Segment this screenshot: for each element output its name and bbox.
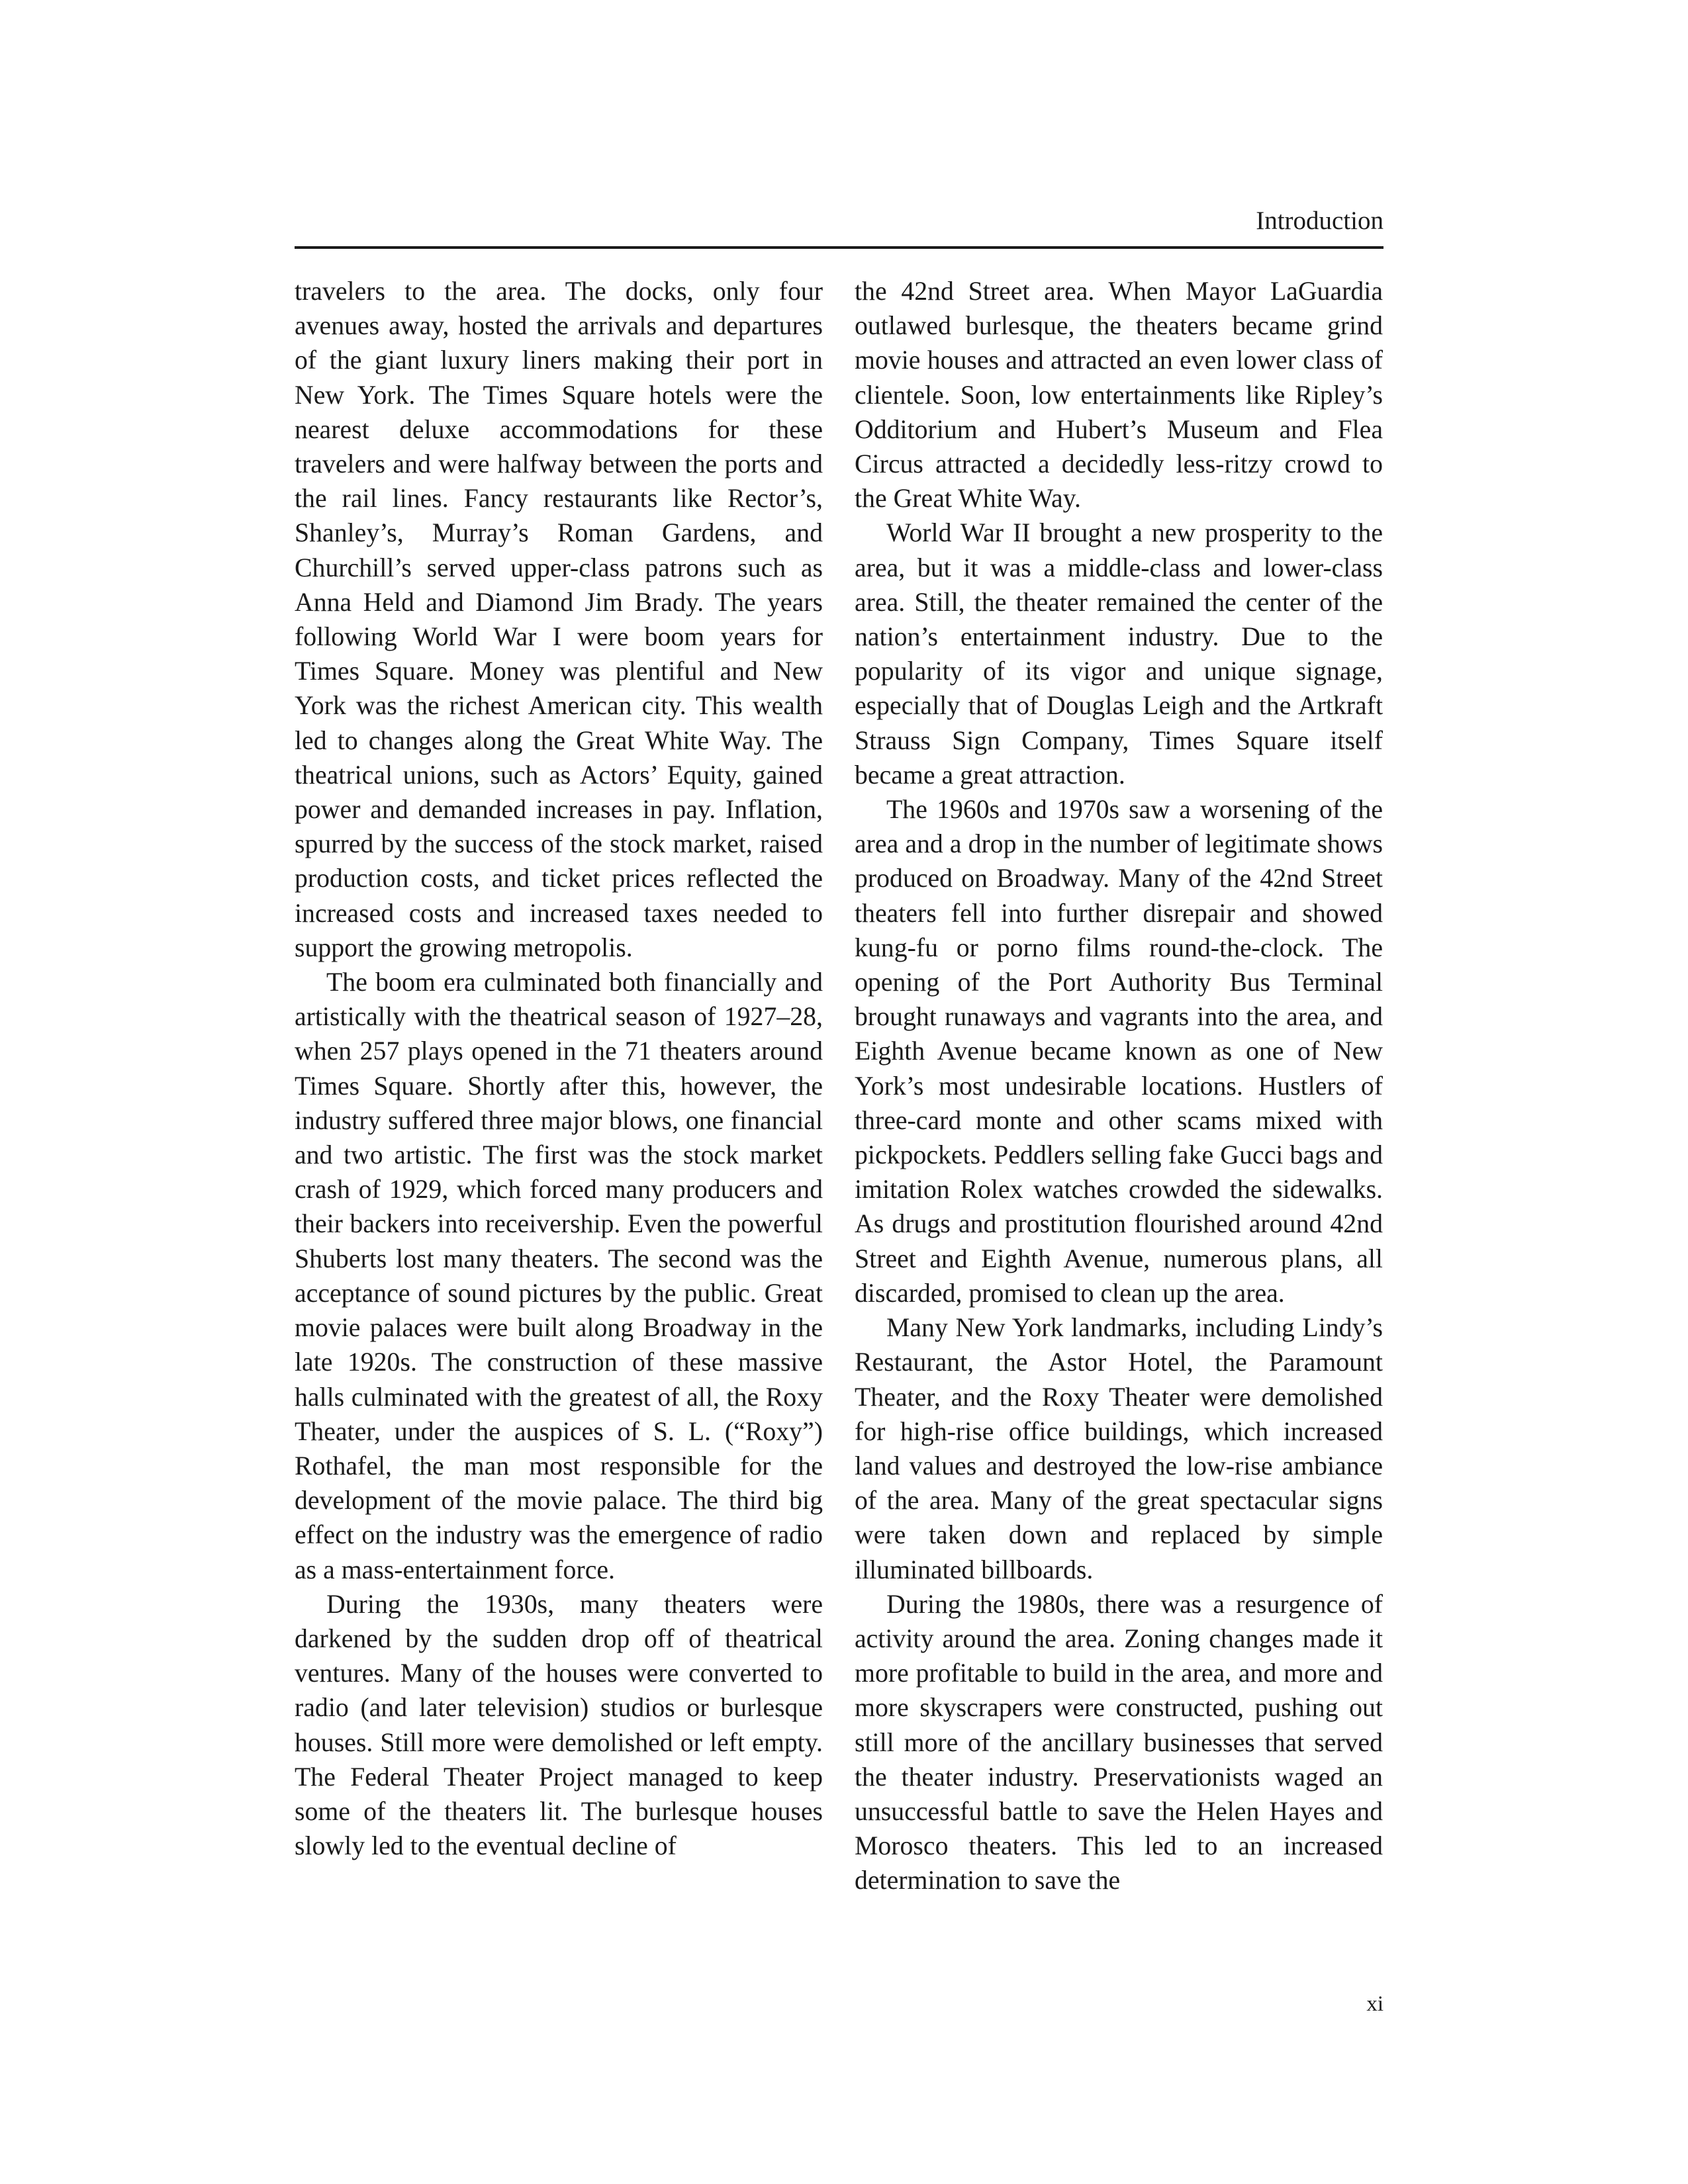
paragraph: During the 1930s, many theaters were darkened by the sudden drop off of theatrical ventures. Many of the houses were converted to radio (and later television) studios or burlesque houses. Still more were demolished or left empty. The Federal Theater Project managed to keep some of the theaters lit. The burlesque houses slowly led to the eventual decline of (295, 1589, 823, 1861)
paragraph: During the 1980s, there was a resurgence of activity around the area. Zoning changes made it more profitable to build in the area, and more and more skyscrapers were constructed, pushing out still more of the ancillary businesses that served the theater industry. Preservationists waged an unsuccessful battle to save the Helen Hayes and Morosco theaters. This led to an increased determination to save the (855, 1589, 1383, 1895)
running-header (295, 199, 1383, 249)
paragraph: travelers to the area. The docks, only four avenues away, hosted the arrivals and departures of the giant luxury liners making their port in New York. The Times Square hotels were the nearest deluxe accommodations for these travelers and were halfway between the ports and the rail lines. Fancy restaurants like Rector’s, Shanley’s, Murray’s Roman Gardens, and Churchill’s served upper-class patrons such as Anna Held and Diamond Jim Brady. The years following World War I were boom years for Times Square. Money was plentiful and New York was the richest American city. This wealth led to changes along the Great White Way. The theatrical unions, such as Actors’ Equity, gained power and demanded increases in pay. Inflation, spurred by the success of the stock market, raised production costs, and ticket prices reflected the increased costs and increased taxes needed to support the growing metropolis. (295, 277, 823, 962)
page-number: xi (1366, 1992, 1383, 2016)
left-column (295, 274, 823, 1863)
paragraph: World War II brought a new prosperity to the area, but it was a middle-class and lower-class area. Still, the theater remained the center of the nation’s entertainment industry. Due to the popularity of its vigor and unique signage, especially that of Douglas Leigh and the Artkraft Strauss Sign Company, Times Square itself became a great attraction. (855, 518, 1383, 790)
right-column (855, 274, 1383, 1898)
paragraph: Many New York landmarks, including Lindy’s Restaurant, the Astor Hotel, the Paramount Theater, and the Roxy Theater were demolished for high-rise office buildings, which increased land values and destroyed the low-rise ambiance of the area. Many of the great spectacular signs were taken down and replaced by simple illuminated billboards. (855, 1313, 1383, 1584)
running-title: Introduction (1256, 206, 1383, 235)
paragraph: The boom era culminated both financially and artistically with the theatrical season of 1927–28, when 257 plays opened in the 71 theaters around Times Square. Shortly after this, however, the industry suffered three major blows, one financial and two artistic. The first was the stock market crash of 1929, which forced many producers and their backers into receivership. Even the powerful Shuberts lost many theaters. The second was the acceptance of sound pictures by the public. Great movie palaces were built along Broadway in the late 1920s. The construction of these massive halls culminated with the greatest of all, the Roxy Theater, under the auspices of S. L. (“Roxy”) Rothafel, the man most responsible for the development of the movie palace. The third big effect on the industry was the emergence of radio as a mass-entertainment force. (295, 968, 823, 1584)
paragraph: the 42nd Street area. When Mayor LaGuardia outlawed burlesque, the theaters became grind movie houses and attracted an even lower class of clientele. Soon, low entertainments like Ripley’s Odditorium and Hubert’s Museum and Flea Circus attracted a decidedly less-ritzy crowd to the Great White Way. (855, 277, 1383, 514)
paragraph: The 1960s and 1970s saw a worsening of the area and a drop in the number of legitimate shows produced on Broadway. Many of the 42nd Street theaters fell into further disrepair and showed kung-fu or porno films round-the-clock. The opening of the Port Authority Bus Terminal brought runaways and vagrants into the area, and Eighth Avenue became known as one of New York’s most undesirable locations. Hustlers of three-card monte and other scams mixed with pickpockets. Peddlers selling fake Gucci bags and imitation Rolex watches crowded the sidewalks. As drugs and prostitution flourished around 42nd Street and Eighth Avenue, numerous plans, all discarded, promised to clean up the area. (855, 795, 1383, 1308)
